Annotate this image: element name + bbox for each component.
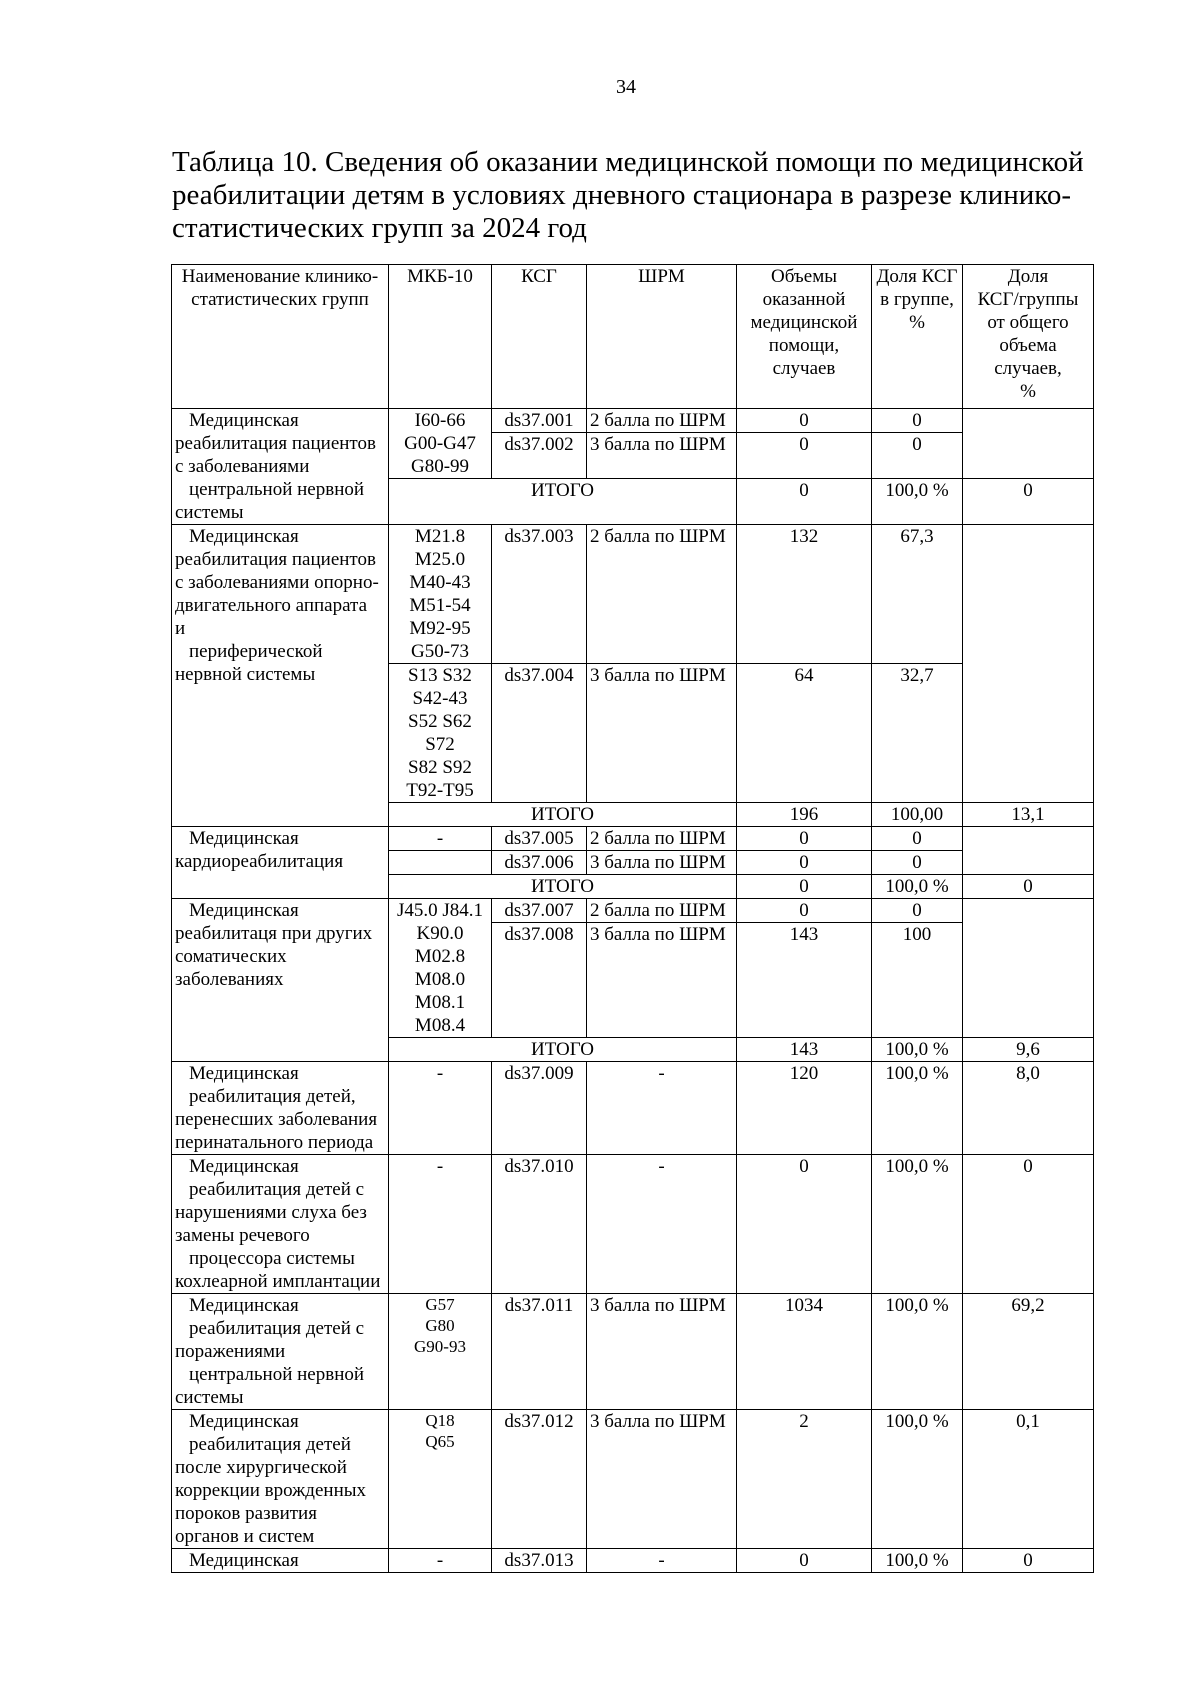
share-total-empty	[963, 899, 1094, 1038]
total-share: 100,0 %	[872, 479, 963, 525]
header-share-line: в группе,	[880, 289, 954, 310]
group-name-line: кохлеарной имплантации	[175, 1271, 381, 1292]
mkb-code: K90.0	[416, 923, 464, 944]
group-name-cell	[172, 827, 389, 899]
group-name-line: нарушениями слуха без	[175, 1202, 367, 1223]
header-share-total-line: объема	[999, 335, 1057, 356]
group-name-line: с заболеваниями	[175, 456, 310, 477]
group-name-line: Медицинская	[189, 1295, 299, 1316]
header-share-total-line: %	[1020, 381, 1036, 402]
group-name-line: Медицинская	[189, 1550, 299, 1571]
group-name-line: центральной нервной	[189, 1364, 365, 1385]
share-total-empty	[963, 525, 1094, 803]
share-cell: 0	[872, 899, 963, 923]
mkb-code: S82 S92	[408, 757, 472, 778]
mkb-code: G80	[425, 1316, 455, 1335]
volume-cell: 143	[737, 923, 872, 1038]
group-name-cell	[172, 1062, 389, 1155]
group-name-cell	[172, 1294, 389, 1410]
mkb-code: Q65	[425, 1432, 455, 1451]
total-share: 100,00	[872, 803, 963, 827]
header-volume-line: оказанной	[762, 289, 846, 310]
header-name: Наименование клинико-статистических групп	[172, 265, 389, 409]
table-row	[172, 899, 1094, 923]
data-table-wrapper	[171, 264, 1094, 1573]
volume-cell: 64	[737, 664, 872, 803]
group-name-line: периферической	[189, 641, 323, 662]
group-name-line: нервной системы	[175, 664, 316, 685]
header-volume-line: случаев	[772, 358, 836, 379]
group-name-line: системы	[175, 502, 244, 523]
mkb-code: M08.0	[414, 969, 466, 990]
group-name-line: Медицинская	[189, 1156, 299, 1177]
header-share-total-line: КСГ/группы	[977, 289, 1079, 310]
total-label: ИТОГО	[389, 875, 737, 899]
mkb-code: M02.8	[414, 946, 466, 967]
shrm-cell: -	[587, 1549, 737, 1573]
total-volume: 0	[737, 479, 872, 525]
total-share-total: 13,1	[963, 803, 1094, 827]
group-name-line: реабилитация детей	[189, 1434, 351, 1455]
ksg-table	[171, 264, 1094, 1573]
group-name-line: кардиореабилитация	[175, 851, 344, 872]
mkb-cell: -	[389, 827, 492, 851]
total-volume: 0	[737, 875, 872, 899]
shrm-cell: 3 балла по ШРМ	[587, 664, 737, 803]
table-row	[172, 1410, 1094, 1549]
share-total-cell: 8,0	[963, 1062, 1094, 1155]
header-share-total-line: от общего	[987, 312, 1069, 333]
share-total-empty	[963, 409, 1094, 479]
group-name-line: двигательного аппарата	[175, 595, 368, 616]
group-name-line: и	[175, 618, 186, 639]
group-name-cell	[172, 1155, 389, 1294]
mkb-cell: -	[389, 1549, 492, 1573]
total-share-total: 0	[963, 479, 1094, 525]
total-label: ИТОГО	[389, 479, 737, 525]
header-share-total	[963, 265, 1094, 409]
group-name-line: коррекции врожденных	[175, 1480, 367, 1501]
volume-cell: 0	[737, 1155, 872, 1294]
ksg-cell: ds37.013	[492, 1549, 587, 1573]
ksg-cell: ds37.003	[492, 525, 587, 664]
header-share-total-line: Доля	[1007, 266, 1049, 287]
mkb-code: I60-66	[414, 410, 466, 431]
shrm-cell: 3 балла по ШРМ	[587, 1294, 737, 1410]
group-name-line: замены речевого	[175, 1225, 310, 1246]
header-share-total-line: случаев,	[994, 358, 1062, 379]
group-name-cell	[172, 409, 389, 525]
mkb-code: M21.8	[414, 526, 466, 547]
group-name-line: центральной нервной	[189, 479, 365, 500]
shrm-cell: 2 балла по ШРМ	[587, 525, 737, 664]
share-total-cell: 69,2	[963, 1294, 1094, 1410]
share-cell: 100,0 %	[872, 1062, 963, 1155]
ksg-cell: ds37.004	[492, 664, 587, 803]
share-cell: 100,0 %	[872, 1155, 963, 1294]
ksg-cell: ds37.011	[492, 1294, 587, 1410]
mkb-code: S52 S62	[408, 711, 472, 732]
header-volume	[737, 265, 872, 409]
group-name-line: с заболеваниями опорно-	[175, 572, 379, 593]
share-cell: 0	[872, 827, 963, 851]
table-row	[172, 1549, 1094, 1573]
share-cell: 0	[872, 851, 963, 875]
share-cell: 100,0 %	[872, 1294, 963, 1410]
mkb-code: G57	[425, 1295, 455, 1314]
ksg-cell: ds37.009	[492, 1062, 587, 1155]
mkb-cell: -	[389, 1155, 492, 1294]
table-row	[172, 1294, 1094, 1410]
mkb-cell	[389, 1410, 492, 1549]
shrm-cell: -	[587, 1062, 737, 1155]
group-name-line: Медицинская	[189, 526, 299, 547]
total-volume: 143	[737, 1038, 872, 1062]
group-name-line: заболеваниях	[175, 969, 284, 990]
ksg-cell: ds37.007	[492, 899, 587, 923]
page-title: Таблица 10. Сведения об оказании медицинской помощи по медицинской реабилитации детям в условиях дневного стационара в разрезе клинико-статистических групп за 2024 год	[172, 146, 1084, 244]
mkb-code: S13 S32	[408, 665, 472, 686]
ksg-cell: ds37.005	[492, 827, 587, 851]
mkb-cell	[389, 1294, 492, 1410]
shrm-cell: 3 балла по ШРМ	[587, 923, 737, 1038]
volume-cell: 0	[737, 409, 872, 433]
group-name-cell	[172, 1549, 389, 1573]
header-volume-line: помощи,	[768, 335, 840, 356]
volume-cell: 132	[737, 525, 872, 664]
share-cell: 100,0 %	[872, 1410, 963, 1549]
group-name-line: пороков развития	[175, 1503, 317, 1524]
mkb-empty	[389, 851, 492, 875]
header-mkb: МКБ-10	[389, 265, 492, 409]
volume-cell: 0	[737, 433, 872, 479]
total-share: 100,0 %	[872, 875, 963, 899]
volume-cell: 0	[737, 827, 872, 851]
volume-cell: 1034	[737, 1294, 872, 1410]
total-label: ИТОГО	[389, 1038, 737, 1062]
group-name-line: реабилитация пациентов	[175, 433, 376, 454]
shrm-cell: 2 балла по ШРМ	[587, 827, 737, 851]
mkb-code: M92-95	[409, 618, 471, 639]
mkb-code: G90-93	[414, 1337, 466, 1356]
header-share-line: %	[909, 312, 925, 333]
mkb-code: S72	[425, 734, 455, 755]
group-name-cell	[172, 525, 389, 827]
mkb-cell	[389, 899, 492, 1038]
group-name-line: соматических	[175, 946, 287, 967]
mkb-code: G00-G47	[404, 433, 476, 454]
share-cell: 100	[872, 923, 963, 1038]
group-name-line: Медицинская	[189, 1063, 299, 1084]
volume-cell: 0	[737, 899, 872, 923]
group-name-line: Медицинская	[189, 1411, 299, 1432]
group-name-line: Медицинская	[189, 410, 299, 431]
ksg-cell: ds37.008	[492, 923, 587, 1038]
table-row	[172, 1062, 1094, 1155]
share-cell: 67,3	[872, 525, 963, 664]
share-total-cell: 0,1	[963, 1410, 1094, 1549]
header-shrm: ШРМ	[587, 265, 737, 409]
group-name-line: системы	[175, 1387, 244, 1408]
share-cell: 0	[872, 409, 963, 433]
volume-cell: 120	[737, 1062, 872, 1155]
group-name-cell	[172, 899, 389, 1062]
header-volume-line: Объемы	[771, 266, 837, 287]
mkb-cell	[389, 409, 492, 479]
share-total-cell: 0	[963, 1155, 1094, 1294]
group-name-line: после хирургической	[175, 1457, 347, 1478]
shrm-cell: 2 балла по ШРМ	[587, 899, 737, 923]
header-share-in-group	[872, 265, 963, 409]
volume-cell: 0	[737, 1549, 872, 1573]
volume-cell: 0	[737, 851, 872, 875]
shrm-cell: 3 балла по ШРМ	[587, 1410, 737, 1549]
shrm-cell: -	[587, 1155, 737, 1294]
table-row	[172, 1155, 1094, 1294]
group-name-line: реабилитация детей с	[189, 1318, 365, 1339]
share-total-cell: 0	[963, 1549, 1094, 1573]
share-cell: 0	[872, 433, 963, 479]
mkb-code: M08.4	[414, 1015, 466, 1036]
ksg-cell: ds37.006	[492, 851, 587, 875]
header-volume-line: медицинской	[750, 312, 858, 333]
mkb-code: M40-43	[409, 572, 471, 593]
ksg-cell: ds37.001	[492, 409, 587, 433]
ksg-cell: ds37.010	[492, 1155, 587, 1294]
volume-cell: 2	[737, 1410, 872, 1549]
total-share-total: 9,6	[963, 1038, 1094, 1062]
group-name-line: реабилитация пациентов	[175, 549, 376, 570]
total-volume: 196	[737, 803, 872, 827]
ksg-cell: ds37.002	[492, 433, 587, 479]
header-ksg: КСГ	[492, 265, 587, 409]
shrm-cell: 3 балла по ШРМ	[587, 433, 737, 479]
group-name-cell	[172, 1410, 389, 1549]
page-number: 34	[616, 76, 636, 98]
share-cell: 100,0 %	[872, 1549, 963, 1573]
group-name-line: Медицинская	[189, 828, 299, 849]
group-name-line: Медицинская	[189, 900, 299, 921]
mkb-cell	[389, 664, 492, 803]
share-cell: 32,7	[872, 664, 963, 803]
share-total-empty	[963, 827, 1094, 875]
ksg-cell: ds37.012	[492, 1410, 587, 1549]
mkb-cell	[389, 525, 492, 664]
mkb-code: M25.0	[414, 549, 466, 570]
mkb-code: M51-54	[409, 595, 471, 616]
total-label: ИТОГО	[389, 803, 737, 827]
group-name-line: органов и систем	[175, 1526, 315, 1547]
total-share-total: 0	[963, 875, 1094, 899]
mkb-code: G80-99	[410, 456, 470, 477]
table-row	[172, 827, 1094, 851]
group-name-line: процессора системы	[189, 1248, 355, 1269]
table-row	[172, 409, 1094, 433]
group-name-line: поражениями	[175, 1341, 286, 1362]
mkb-code: J45.0 J84.1	[396, 900, 484, 921]
mkb-code: T92-T95	[406, 780, 474, 801]
group-name-line: реабилитаця при других	[175, 923, 373, 944]
group-name-line: реабилитация детей,	[189, 1086, 356, 1107]
shrm-cell: 2 балла по ШРМ	[587, 409, 737, 433]
group-name-line: перинатального периода	[175, 1132, 374, 1153]
mkb-code: S42-43	[412, 688, 468, 709]
mkb-code: G50-73	[410, 641, 470, 662]
table-row	[172, 525, 1094, 664]
table-header-row	[172, 265, 1094, 409]
group-name-line: реабилитация детей с	[189, 1179, 365, 1200]
group-name-line: перенесших заболевания	[175, 1109, 378, 1130]
header-share-line: Доля КСГ	[876, 266, 958, 287]
mkb-code: Q18	[425, 1411, 455, 1430]
mkb-code: M08.1	[414, 992, 466, 1013]
shrm-cell: 3 балла по ШРМ	[587, 851, 737, 875]
mkb-cell: -	[389, 1062, 492, 1155]
total-share: 100,0 %	[872, 1038, 963, 1062]
